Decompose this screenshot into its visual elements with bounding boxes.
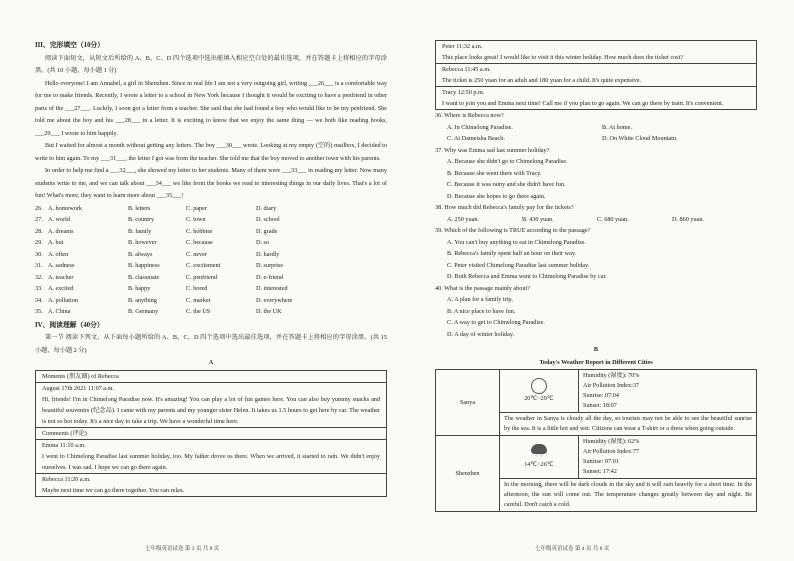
question-stem: 38. How much did Rebecca's family pay for the tickets? [435, 204, 574, 211]
air-pollution-index: Air Pollution Index:37 [583, 382, 640, 389]
option-c: C. because [186, 239, 213, 246]
comment-emma [36, 440, 386, 474]
option-line [435, 191, 757, 203]
option-a: A. world [48, 216, 70, 223]
option-b: B. always [128, 250, 153, 258]
city-name: Sanya [436, 370, 500, 436]
comment-time: Rebecca 11:45 a.m. [442, 66, 491, 73]
question-number: 29. [35, 239, 43, 246]
option-b: B. happy [128, 285, 151, 292]
option-a: A. often [48, 250, 69, 258]
option-c: C. never [186, 250, 207, 258]
answer-option: C. Because it was rainy and she didn't have fun. [447, 181, 566, 188]
answer-option: B. Rebecca's family spent half an hour on their way. [447, 250, 577, 257]
question-number: 26. [35, 204, 43, 212]
option-row [35, 249, 387, 261]
option-a: A. pollution [48, 296, 78, 304]
answer-option: A. Because she didn't go to Chimelong Paradise. [447, 158, 568, 165]
answer-option: D. A day of winter holiday. [447, 330, 515, 338]
comment-tracy [436, 87, 756, 109]
comments-box-continued [435, 40, 757, 110]
answer-option: C. At Dameisha Beach. [447, 135, 505, 142]
option-line [435, 179, 757, 191]
option-row [35, 214, 387, 226]
option-line [435, 133, 757, 145]
weather-description: The weather in Sanya is cloudy all the day, so tourists may not be able to see the beautiful sunrise by the sea. It is a little hot and wet. Citizens can wear a T-shirt or a dress when going outside. [500, 413, 757, 436]
option-a: A. teacher [48, 273, 74, 281]
air-pollution-index: Air Pollution Index:77 [583, 448, 640, 455]
option-line [435, 156, 757, 168]
comment-text: Maybe next time we can go there together. You can relax. [42, 486, 185, 494]
answer-option: A. 250 yuan. [447, 215, 479, 223]
rain-drops-icon: ⁘⁘ [534, 454, 544, 459]
option-b: B. happiness [128, 262, 160, 269]
option-line [435, 214, 757, 226]
option-line [435, 294, 757, 306]
option-c: C. hobbies [186, 227, 213, 235]
option-c: C. paper [186, 204, 207, 212]
weather-table [435, 369, 757, 512]
answer-option: D. 860 yuan. [672, 215, 704, 223]
question-stem: 40. What is the passage mainly about? [435, 284, 530, 292]
answer-option: A. In Chimelong Paradise. [447, 123, 513, 131]
sunrise: Sunrise: 07:04 [583, 392, 619, 399]
comment-text: The ticket is 250 yuan for an adult and 180 yuan for a child. It's quite expensive. [442, 77, 642, 84]
moments-text: Hi, friends! I'm in Chimelong Paradise now. It's amazing! You can play a lot of fun games here. You can also buy yummy snacks and beautiful souvenirs (纪念品). I came with my parents and my younger sister Helen. It takes us 1.5 hours to get here by car. The weather is not so hot today. It's a nice day to take a trip. We have a wonderful time here. [42, 395, 380, 425]
section4-instructions: 第一节 阅读下列文，从下面每小题所给的 A、B、C、D 四个选项中选出最佳选项，并在答题卡上将相应的字母涂黑。(共 15 小题，每小题 2 分) [35, 334, 387, 354]
answer-option: D. Both Rebecca and Emma went to Chimelong Paradise by car. [447, 273, 607, 280]
question-number: 33. [35, 285, 43, 292]
weather-icon-cell [500, 436, 579, 479]
city-name: Shenzhen [436, 436, 500, 512]
question-number: 31. [35, 262, 43, 269]
option-line [435, 237, 757, 249]
answer-option: D. On White Cloud Mountain. [602, 135, 678, 142]
option-d: D. everywhere [256, 296, 293, 304]
humidity: Humidity (湿度): 70% [583, 372, 640, 379]
moments-post [36, 383, 386, 428]
weather-icon-cell [500, 370, 579, 413]
option-line [435, 122, 757, 134]
option-d: D. e-friend [256, 273, 284, 281]
option-a: A. but [48, 239, 64, 246]
option-line [435, 271, 757, 283]
question-number: 30. [35, 250, 43, 258]
option-row [35, 306, 387, 318]
option-c: C. penfriend [186, 273, 217, 281]
passage-paragraph: In order to help me find a ___32___, she showed my letter to her students. Many of them were ___33___ in reading my letter. Now many students write to me, and we can talk about ___34___ we like from the books we read to interesting things in our daily lives. That's a lot of fun! What's more, they want to learn more about ___35___! [35, 167, 387, 199]
option-row [35, 226, 387, 238]
section4-title: IV、阅读理解（40分） [35, 321, 104, 329]
option-line [435, 306, 757, 318]
weather-title: Today's Weather Report in Different Cities [539, 358, 653, 366]
answer-option: C. A way to get to Chimelong Paradise. [447, 319, 545, 326]
sun-icon [531, 378, 547, 394]
question-number: 28. [35, 227, 43, 235]
comment-rebecca [436, 64, 756, 87]
option-d: D. so [256, 239, 270, 246]
option-d: D. surprise [256, 262, 284, 269]
option-c: C. market [186, 296, 211, 304]
answer-option: A. You can't buy anything to eat in Chimelong Paradise. [447, 238, 586, 246]
comment-time: Emma 11:10 a.m. [42, 441, 86, 449]
comment-time: Tracy 12:50 p.m. [442, 89, 485, 96]
comment-text: I went to Chimelong Paradise last summer holiday, too. My father drove us there. When we arrived, it started to rain. We didn't enjoy ourselves. I was sad. I hope we can go there again. [42, 452, 380, 471]
option-b: B. country [128, 216, 155, 223]
passage-b-label: B [593, 346, 599, 353]
option-b: B. Germany [128, 308, 159, 315]
right-column [435, 0, 757, 561]
option-line [435, 168, 757, 180]
rain-cloud-icon [531, 444, 547, 454]
option-a: A. China [48, 308, 71, 315]
answer-option: C. 680 yuan. [597, 215, 629, 223]
comment-time: Rebecca 11:20 a.m. [42, 475, 91, 483]
option-a: A. sadness [48, 262, 75, 269]
option-d: D. school [256, 216, 280, 223]
question-number: 32. [35, 273, 43, 281]
weather-details [579, 370, 757, 413]
city-row-sanya [436, 370, 757, 413]
option-row [35, 272, 387, 284]
option-row [35, 283, 387, 295]
moments-box [35, 370, 387, 497]
option-d: D. grade [256, 227, 278, 235]
section3-title: III、完形填空（10分） [35, 42, 105, 49]
option-a: A. excited [48, 285, 74, 292]
passage-paragraph: But I waited for almost a month without getting any letters. The boy ___30___ wrote. Looking at my empty (空的) mailbox, I decided to write to him again. To my ___31___, the letter I got was from the teacher. She told me that the boy moved to another town with his parents. [35, 142, 387, 162]
moments-time: August 17th 2021 11:07 a.m. [42, 384, 114, 392]
humidity: Humidity (湿度): 62% [583, 438, 640, 445]
section3-instructions: 阅读下面短文，从短文后所给的 A、B、C、D 四个选项中选出能填入相应空白处的最佳选项，并在答题卡上将相应的字母涂黑。(共 10 小题，每小题 1 分) [35, 54, 387, 74]
passage-paragraph: Hello everyone! I am Annabel, a girl in Shenzhen. Since in real life I am not a very outgoing girl, writing ___26___ is a comfortable way for me to make friends. Recently, I wrote a letter to a school in New York because I thought it would be exciting to have a penfriend in other parts of the ___27___. Luckily, I soon got a letter from a teacher. She said that she had found a boy who would like to be my penfriend. She told me about the boy and his ___28___ in a letter. It is exciting to know that we enjoy the same thing — we both like reading books, ___29___ I wrote to him happily. [35, 79, 387, 137]
option-b: B. anything [128, 296, 157, 304]
option-c: C. excitement [186, 262, 221, 269]
question-stem: 37. Why was Emma sad last summer holiday? [435, 146, 550, 154]
option-c: C. the US [186, 308, 211, 315]
option-row [35, 260, 387, 272]
question-number: 27. [35, 216, 43, 223]
option-b: B. family [128, 227, 152, 235]
option-d: D. the UK [256, 308, 282, 315]
option-line [435, 329, 757, 341]
sunset: Sunset: 17:42 [583, 468, 617, 475]
comments-header: Comments (评论) [36, 428, 386, 440]
option-line [435, 317, 757, 329]
option-c: C. town [186, 216, 206, 223]
option-c: C. bored [186, 285, 208, 292]
moments-header: Moments (朋友圈) of Rebecca [36, 371, 386, 383]
answer-option: B. A nice place to have fun. [447, 307, 516, 315]
option-row [35, 203, 387, 215]
question-number: 34. [35, 296, 43, 304]
option-line [435, 260, 757, 272]
option-b: B. classmate [128, 273, 160, 281]
option-d: D. diary [256, 204, 277, 212]
weather-description: In the morning, there will be dark clouds in the sky and it will rain heavily for a short time. In the afternoon, the sun will come out. The temperature changes greatly between day and night. Be careful. Don't catch a cold. [500, 479, 757, 512]
answer-option: C. Peter visited Chimelong Paradise last summer holiday. [447, 261, 590, 269]
temperature: 20℃~29℃ [524, 395, 554, 402]
sunset: Sunset: 18:07 [583, 402, 617, 409]
cloze-options [35, 203, 387, 318]
option-row [35, 295, 387, 307]
city-row-shenzhen [436, 436, 757, 479]
left-column [35, 0, 387, 561]
questions-list [435, 110, 757, 340]
option-d: D. interested [256, 285, 288, 292]
option-b: B. however [128, 239, 157, 246]
answer-option: A. A plan for a family trip. [447, 296, 513, 303]
comment-peter [436, 41, 756, 64]
sunrise: Sunrise: 07:01 [583, 458, 619, 465]
option-a: A. homework [48, 204, 83, 212]
comment-rebecca [36, 474, 386, 496]
page-footer: 七年级英语试卷 第 4 页 共 8 页 [535, 545, 610, 552]
option-row [35, 237, 387, 249]
answer-option: B. Because she went there with Tracy. [447, 169, 542, 177]
weather-details [579, 436, 757, 479]
option-a: A. dreams [48, 227, 74, 235]
option-b: B. letters [128, 204, 151, 212]
answer-option: D. Because she hopes to go there again. [447, 192, 546, 200]
comment-text: I want to join you and Emma next time! Call me if you plan to go again. We can go there by train. It's convenient. [442, 100, 724, 107]
comment-time: Peter 11:32 a.m. [442, 43, 483, 50]
comment-text: This place looks great! I would like to visit it this winter holiday. How much does the ticket cost? [442, 54, 684, 61]
question-stem: 39. Which of the following is TRUE according to the passage? [435, 227, 591, 234]
question-stem: 36. Where is Rebecca now? [435, 112, 504, 119]
answer-option: B. At home. [602, 123, 632, 131]
option-d: D. hardly [256, 250, 280, 258]
temperature: 14℃~26℃ [524, 461, 554, 468]
question-number: 35. [35, 308, 43, 315]
passage-a-label: A [208, 359, 214, 366]
option-line [435, 248, 757, 260]
answer-option: B. 430 yuan. [522, 215, 554, 223]
page-footer: 七年级英语试卷 第 3 页 共 8 页 [145, 545, 220, 552]
